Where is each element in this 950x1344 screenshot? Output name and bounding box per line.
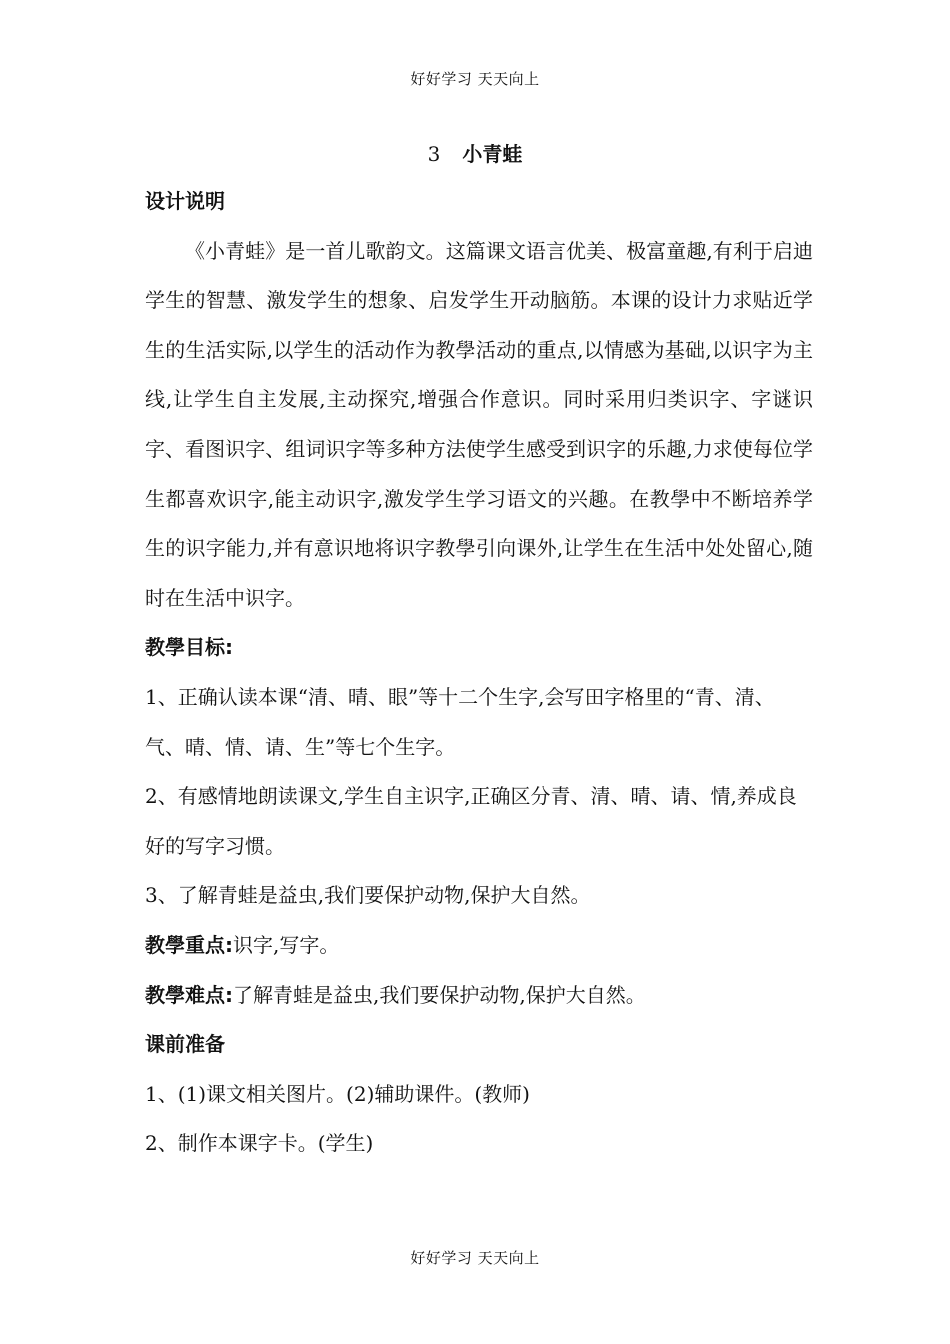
key-point-label: 教學重点: bbox=[145, 932, 233, 957]
page-footer: 好好学习 天天向上 bbox=[410, 1249, 540, 1267]
design-paragraph: 《小青蛙》是一首儿歌韵文。这篇课文语言优美、极富童趣,有利于启迪学生的智慧、激发学生的想象、启发学生开动脑筋。本课的设计力求贴近学生的生活实际,以学生的活动作为教學活动的重点,以情感为基础,以识字为主线,让学生自主发展,主动探究,增强合作意识。同时采用归类识字、字谜识字、看图识字、组词识字等多种方法使学生感受到识字的乐趣,力求使每位学生都喜欢识字,能主动识字,激发学生学习语文的兴趣。在教學中不断培养学生的识字能力,并有意识地将识字教學引向课外,让学生在生活中处处留心,随时在生活中识字。 bbox=[145, 238, 813, 610]
document-body bbox=[145, 177, 813, 1169]
lesson-title bbox=[0, 138, 950, 167]
difficulty-text: 了解青蛙是益虫,我们要保护动物,保护大自然。 bbox=[233, 982, 646, 1007]
lesson-title-text: 小青蛙 bbox=[462, 142, 523, 166]
preparation-item-1: 1、(1)课文相关图片。(2)辅助课件。(教师) bbox=[145, 1081, 530, 1106]
preparation-item-2: 2、制作本课字卡。(学生) bbox=[145, 1131, 374, 1156]
objective-item-2: 2、有感情地朗读课文,学生自主识字,正确区分青、清、晴、请、情,养成良好的写字习惯。 bbox=[145, 784, 797, 858]
design-heading: 设计说明 bbox=[145, 189, 225, 213]
page-header: 好好学习 天天向上 bbox=[410, 70, 540, 88]
key-point-text: 识字,写字。 bbox=[233, 932, 340, 957]
difficulty-line bbox=[145, 971, 813, 1021]
objectives-heading: 教學目标: bbox=[145, 635, 233, 660]
key-point-line bbox=[145, 921, 813, 971]
lesson-number: 3 bbox=[427, 142, 441, 166]
difficulty-label: 教學难点: bbox=[145, 982, 233, 1007]
objective-item-3: 3、了解青蛙是益虫,我们要保护动物,保护大自然。 bbox=[145, 883, 591, 908]
objective-item-1: 1、正确认读本课“清、晴、眼”等十二个生字,会写田字格里的“青、清、气、晴、情、请、生”等七个生字。 bbox=[145, 684, 775, 759]
preparation-heading: 课前准备 bbox=[145, 1032, 225, 1057]
